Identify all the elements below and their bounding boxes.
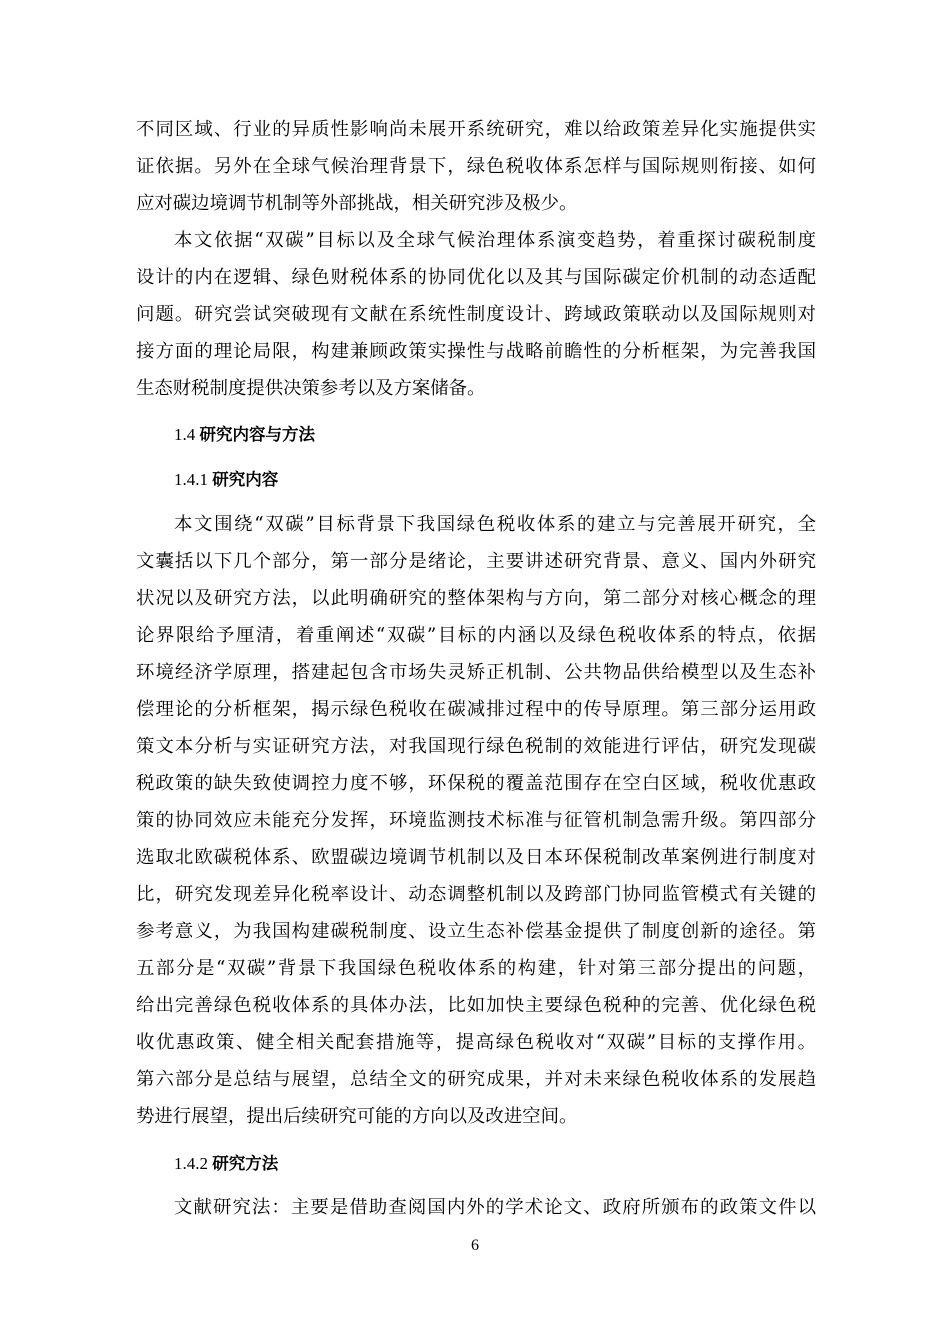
section-heading-1-4 <box>174 423 315 447</box>
para3-line-5: 环境经济学原理，搭建起包含市场失灵矫正机制、公共物品供给模型以及生态补 <box>136 662 816 683</box>
section-number: 1.4.2 <box>174 1154 208 1173</box>
para3-line-14: 给出完善绿色税收体系的具体办法，比如加快主要绿色税种的完善、优化绿色税 <box>136 995 816 1016</box>
para3-line-16: 第六部分是总结与展望，总结全文的研究成果，并对未来绿色税收体系的发展趋 <box>136 1069 816 1090</box>
para3-line-6: 偿理论的分析框架，揭示绿色税收在碳减排过程中的传导原理。第三部分运用政 <box>136 699 816 720</box>
section-title: 研究内容 <box>212 470 279 489</box>
para3-line-2: 文囊括以下几个部分，第一部分是绪论，主要讲述研究背景、意义、国内外研究 <box>136 551 816 572</box>
para2-line-4: 接方面的理论局限，构建兼顾政策实操性与战略前瞻性的分析框架，为完善我国 <box>136 341 816 362</box>
section-heading-1-4-1 <box>174 468 278 492</box>
section-heading-1-4-2 <box>174 1152 278 1176</box>
para3-line-15: 收优惠政策、健全相关配套措施等，提高绿色税收对“双碳”目标的支撑作用。 <box>136 1032 816 1053</box>
para3-line-7: 策文本分析与实证研究方法，对我国现行绿色税制的效能进行评估，研究发现碳 <box>136 736 816 757</box>
para3-line-13: 五部分是“双碳”背景下我国绿色税收体系的构建，针对第三部分提出的问题， <box>136 958 816 979</box>
section-title: 研究内容与方法 <box>199 425 315 444</box>
para3-line-1: 本文围绕“双碳”目标背景下我国绿色税收体系的建立与完善展开研究，全 <box>174 514 816 535</box>
para3-line-4: 论界限给予厘清，着重阐述“双碳”目标的内涵以及绿色税收体系的特点，依据 <box>136 625 816 646</box>
intro-line-2: 证依据。另外在全球气候治理背景下，绿色税收体系怎样与国际规则衔接、如何 <box>136 156 816 177</box>
para3-line-8: 税政策的缺失致使调控力度不够，环保税的覆盖范围存在空白区域，税收优惠政 <box>136 773 816 794</box>
section-number: 1.4 <box>174 425 196 444</box>
para3-line-11: 比，研究发现差异化税率设计、动态调整机制以及跨部门协同监管模式有关键的 <box>136 884 816 905</box>
para2-line-2: 设计的内在逻辑、绿色财税体系的协同优化以及其与国际碳定价机制的动态适配 <box>136 267 816 288</box>
intro-line-3: 应对碳边境调节机制等外部挑战，相关研究涉及极少。 <box>136 193 578 214</box>
para2-line-1: 本文依据“双碳”目标以及全球气候治理体系演变趋势，着重探讨碳税制度 <box>174 230 816 251</box>
para3-line-10: 选取北欧碳税体系、欧盟碳边境调节机制以及日本环保税制改革案例进行制度对 <box>136 847 816 868</box>
para2-line-3: 问题。研究尝试突破现有文献在系统性制度设计、跨域政策联动以及国际规则对 <box>136 304 816 325</box>
intro-line-1: 不同区域、行业的异质性影响尚未展开系统研究，难以给政策差异化实施提供实 <box>136 119 816 140</box>
para3-line-12: 参考意义，为我国构建碳税制度、设立生态补偿基金提供了制度创新的途径。第 <box>136 921 816 942</box>
section-title: 研究方法 <box>212 1154 279 1173</box>
para3-line-9: 策的协同效应未能充分发挥，环境监测技术标准与征管机制急需升级。第四部分 <box>136 810 816 831</box>
para3-line-3: 状况以及研究方法，以此明确研究的整体架构与方向，第二部分对核心概念的理 <box>136 588 816 609</box>
page-number: 6 <box>471 1237 479 1254</box>
para3-line-17: 势进行展望，提出后续研究可能的方向以及改进空间。 <box>136 1106 578 1127</box>
para2-line-5: 生态财税制度提供决策参考以及方案储备。 <box>136 378 486 399</box>
section-number: 1.4.1 <box>174 470 208 489</box>
para4-line-1: 文献研究法：主要是借助查阅国内外的学术论文、政府所颁布的政策文件以 <box>174 1197 816 1218</box>
